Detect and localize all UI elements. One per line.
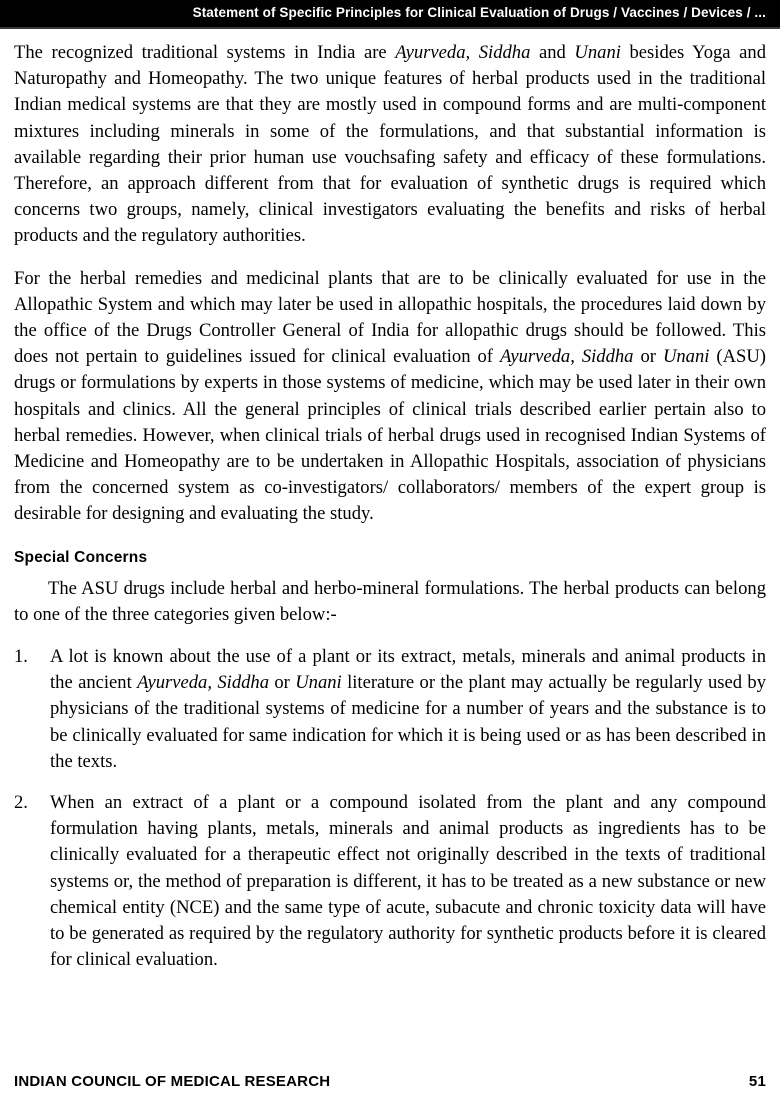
- footer-page-number: 51: [748, 1073, 766, 1090]
- list-item-marker: 2.: [14, 792, 28, 814]
- paragraph-traditional-systems: The recognized traditional systems in India are Ayurveda, Siddha and Unani besides Yoga and Naturopathy and Homeopathy. The two unique features of herbal products used in the traditional Indian medical systems are that they are mostly used in compound forms and are multi-component mixtures including minerals in some of the formulations, and that substantial information is available regarding their prior human use vouchsafing safety and efficacy of these formulations. Therefore, an approach different from that for evaluation of synthetic drugs is required which concerns two groups, namely, clinical investigators evaluating the benefits and risks of herbal products and the regulatory authorities.: [14, 42, 766, 247]
- paragraph-asu-drugs-intro: The ASU drugs include herbal and herbo-mineral formulations. The herbal products can belong to one of the three categories given below:-: [14, 577, 766, 625]
- list-item: [14, 790, 766, 973]
- running-header-title: Statement of Specific Principles for Clinical Evaluation of Drugs / Vaccines / Devices / ...: [192, 5, 766, 20]
- section-heading-special-concerns: Special Concerns: [14, 548, 148, 566]
- page-footer: [14, 1068, 766, 1090]
- list-item: [14, 644, 766, 775]
- header-rule-divider: [0, 27, 780, 29]
- list-item-marker: 1.: [14, 646, 28, 668]
- footer-organization: INDIAN COUNCIL OF MEDICAL RESEARCH: [14, 1073, 331, 1090]
- list-item-text: A lot is known about the use of a plant or its extract, metals, minerals and animal products in the ancient Ayurveda, Siddha or Unani literature or the plant may actually be regularly used by physicians of the traditional systems of medicine for a number of years and the substance is to be clinically evaluated for same indication for which it is being used or as has been described in the texts.: [50, 646, 767, 772]
- page-running-header: [0, 0, 780, 27]
- categories-list: [14, 644, 766, 973]
- paragraph-herbal-remedies: For the herbal remedies and medicinal plants that are to be clinically evaluated for use in the Allopathic System and which may later be used in allopathic hospitals, the procedures laid down by the office of the Drugs Controller General of India for allopathic drugs should be followed. This does not pertain to guidelines issued for clinical evaluation of Ayurveda, Siddha or Unani (ASU) drugs or formulations by experts in those systems of medicine, which may be used later in their own hospitals and clinics. All the general principles of clinical trials described earlier pertain also to herbal remedies. However, when clinical trials of herbal drugs used in recognised Indian Systems of Medicine and Homeopathy are to be undertaken in Allopathic Hospitals, association of physicians from the concerned system as co-investigators/ collaborators/ members of the expert group is desirable for designing and evaluating the study.: [14, 267, 766, 525]
- list-item-text: When an extract of a plant or a compound isolated from the plant and any compound formulation having plants, metals, minerals and animal products as ingredients has to be clinically evaluated for a therapeutic effect not originally described in the texts of traditional systems or, the method of preparation is different, it has to be treated as a new substance or new chemical entity (NCE) and the same type of acute, subacute and chronic toxicity data will have to be generated as required by the regulatory authority for synthetic products before it is cleared for clinical evaluation.: [50, 792, 766, 971]
- page-content: [14, 40, 766, 989]
